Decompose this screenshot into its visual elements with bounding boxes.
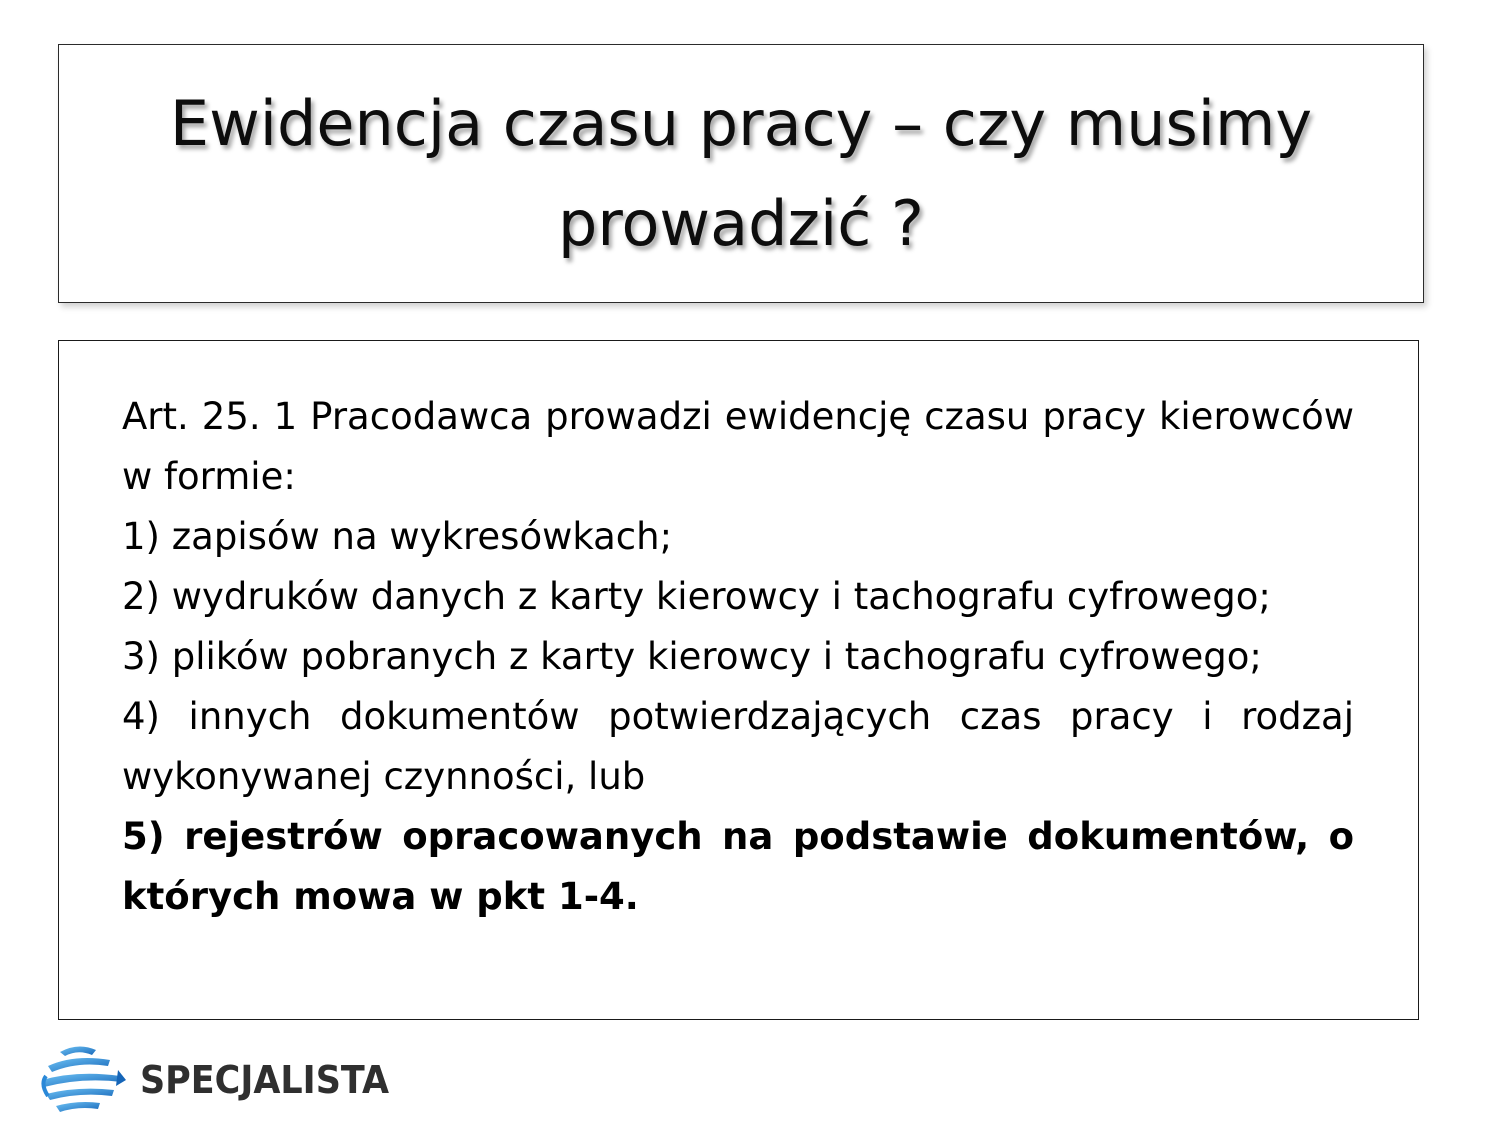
article-text <box>122 387 1354 927</box>
content-box <box>58 340 1419 1020</box>
article-intro: Art. 25. 1 Pracodawca prowadzi ewidencję czasu pracy kierowców w formie: <box>122 395 1354 498</box>
globe-arrows-icon <box>38 1040 126 1120</box>
slide-title: Ewidencja czasu pracy – czy musimy prowadzić ? <box>169 86 1313 260</box>
list-item: 3) plików pobranych z karty kierowcy i tachografu cyfrowego; <box>122 635 1262 678</box>
list-item-bold: 5) rejestrów opracowanych na podstawie dokumentów, o których mowa w pkt 1-4. <box>122 815 1354 918</box>
specjalista-logo <box>38 1040 411 1120</box>
title-box <box>58 44 1424 303</box>
list-item: 1) zapisów na wykresówkach; <box>122 515 673 558</box>
list-item: 2) wydruków danych z karty kierowcy i tachografu cyfrowego; <box>122 575 1271 618</box>
logo-text: SPECJALISTA <box>140 1058 390 1102</box>
list-item: 4) innych dokumentów potwierdzających czas pracy i rodzaj wykonywanej czynności, lub <box>122 695 1354 798</box>
